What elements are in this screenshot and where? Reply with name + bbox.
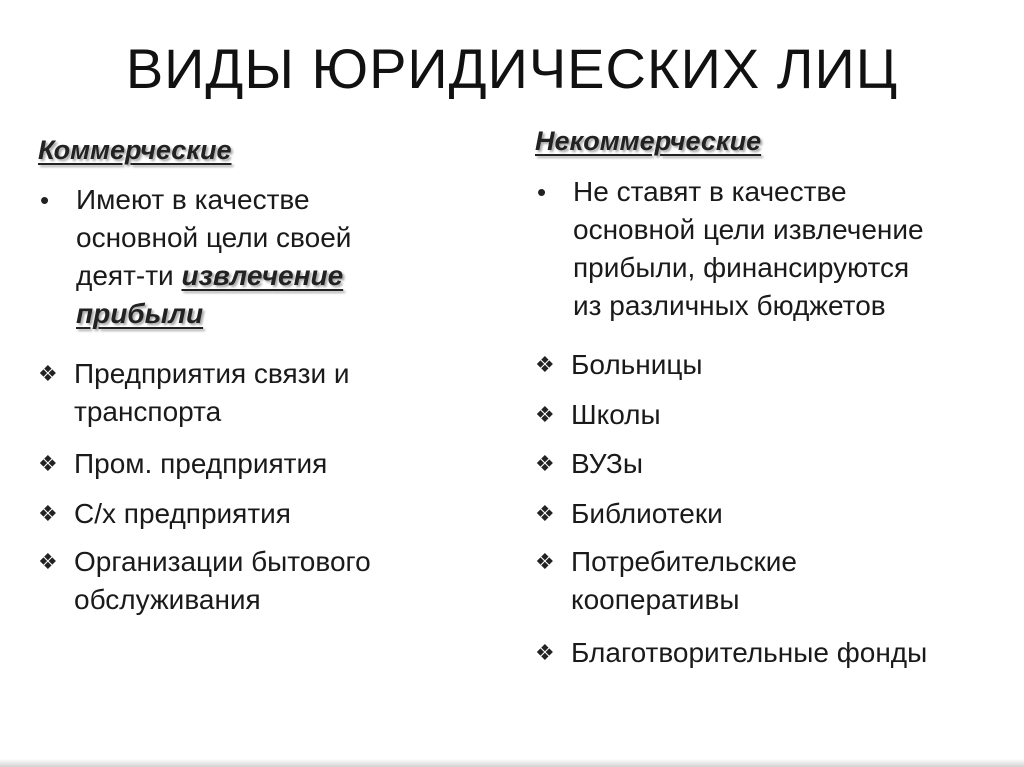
profit-emphasis-2: прибыли [76, 298, 204, 329]
list-item: ❖ Библиотеки [535, 495, 723, 533]
list-item: ❖ С/х предприятия [38, 495, 291, 533]
slide-title: ВИДЫ ЮРИДИЧЕСКИХ ЛИЦ [125, 37, 899, 100]
diamond-bullet-icon: ❖ [535, 451, 555, 476]
profit-emphasis: извлечение [181, 260, 344, 291]
diamond-bullet-icon: ❖ [535, 549, 555, 574]
commercial-heading: Коммерческие [38, 135, 232, 165]
list-item: ❖ Организации бытового обслуживания [38, 543, 371, 619]
diamond-bullet-icon: ❖ [535, 352, 555, 377]
list-item: ❖ Потребительские кооперативы [535, 543, 797, 619]
noncommercial-heading: Некоммерческие [535, 126, 762, 156]
list-item: ❖ Больницы [535, 346, 703, 384]
diamond-bullet-icon: ❖ [38, 549, 58, 574]
bottom-edge-shadow [0, 759, 1024, 767]
commercial-definition [38, 181, 351, 333]
diamond-bullet-icon: ❖ [38, 361, 58, 386]
diamond-bullet-icon: ❖ [535, 640, 555, 665]
list-item: ❖ Благотворительные фонды [535, 634, 927, 672]
list-item: ❖ Пром. предприятия [38, 445, 327, 483]
diamond-bullet-icon: ❖ [535, 402, 555, 427]
list-item: ❖ Школы [535, 396, 661, 434]
noncommercial-definition-text: Не ставят в качестве основной цели извлечение прибыли, финансируются из различных бюджетов [573, 176, 924, 321]
diamond-bullet-icon: ❖ [38, 451, 58, 476]
list-item: ❖ Предприятия связи и транспорта [38, 355, 350, 431]
diamond-bullet-icon: ❖ [535, 501, 555, 526]
list-item: ❖ ВУЗы [535, 445, 643, 483]
diamond-bullet-icon: ❖ [38, 501, 58, 526]
commercial-definition-text: Имеют в качестве основной цели своей деят-ти извлечение прибыли [76, 184, 352, 329]
bullet-icon: • [537, 177, 547, 207]
noncommercial-definition [535, 173, 924, 325]
bullet-icon: • [40, 185, 50, 215]
